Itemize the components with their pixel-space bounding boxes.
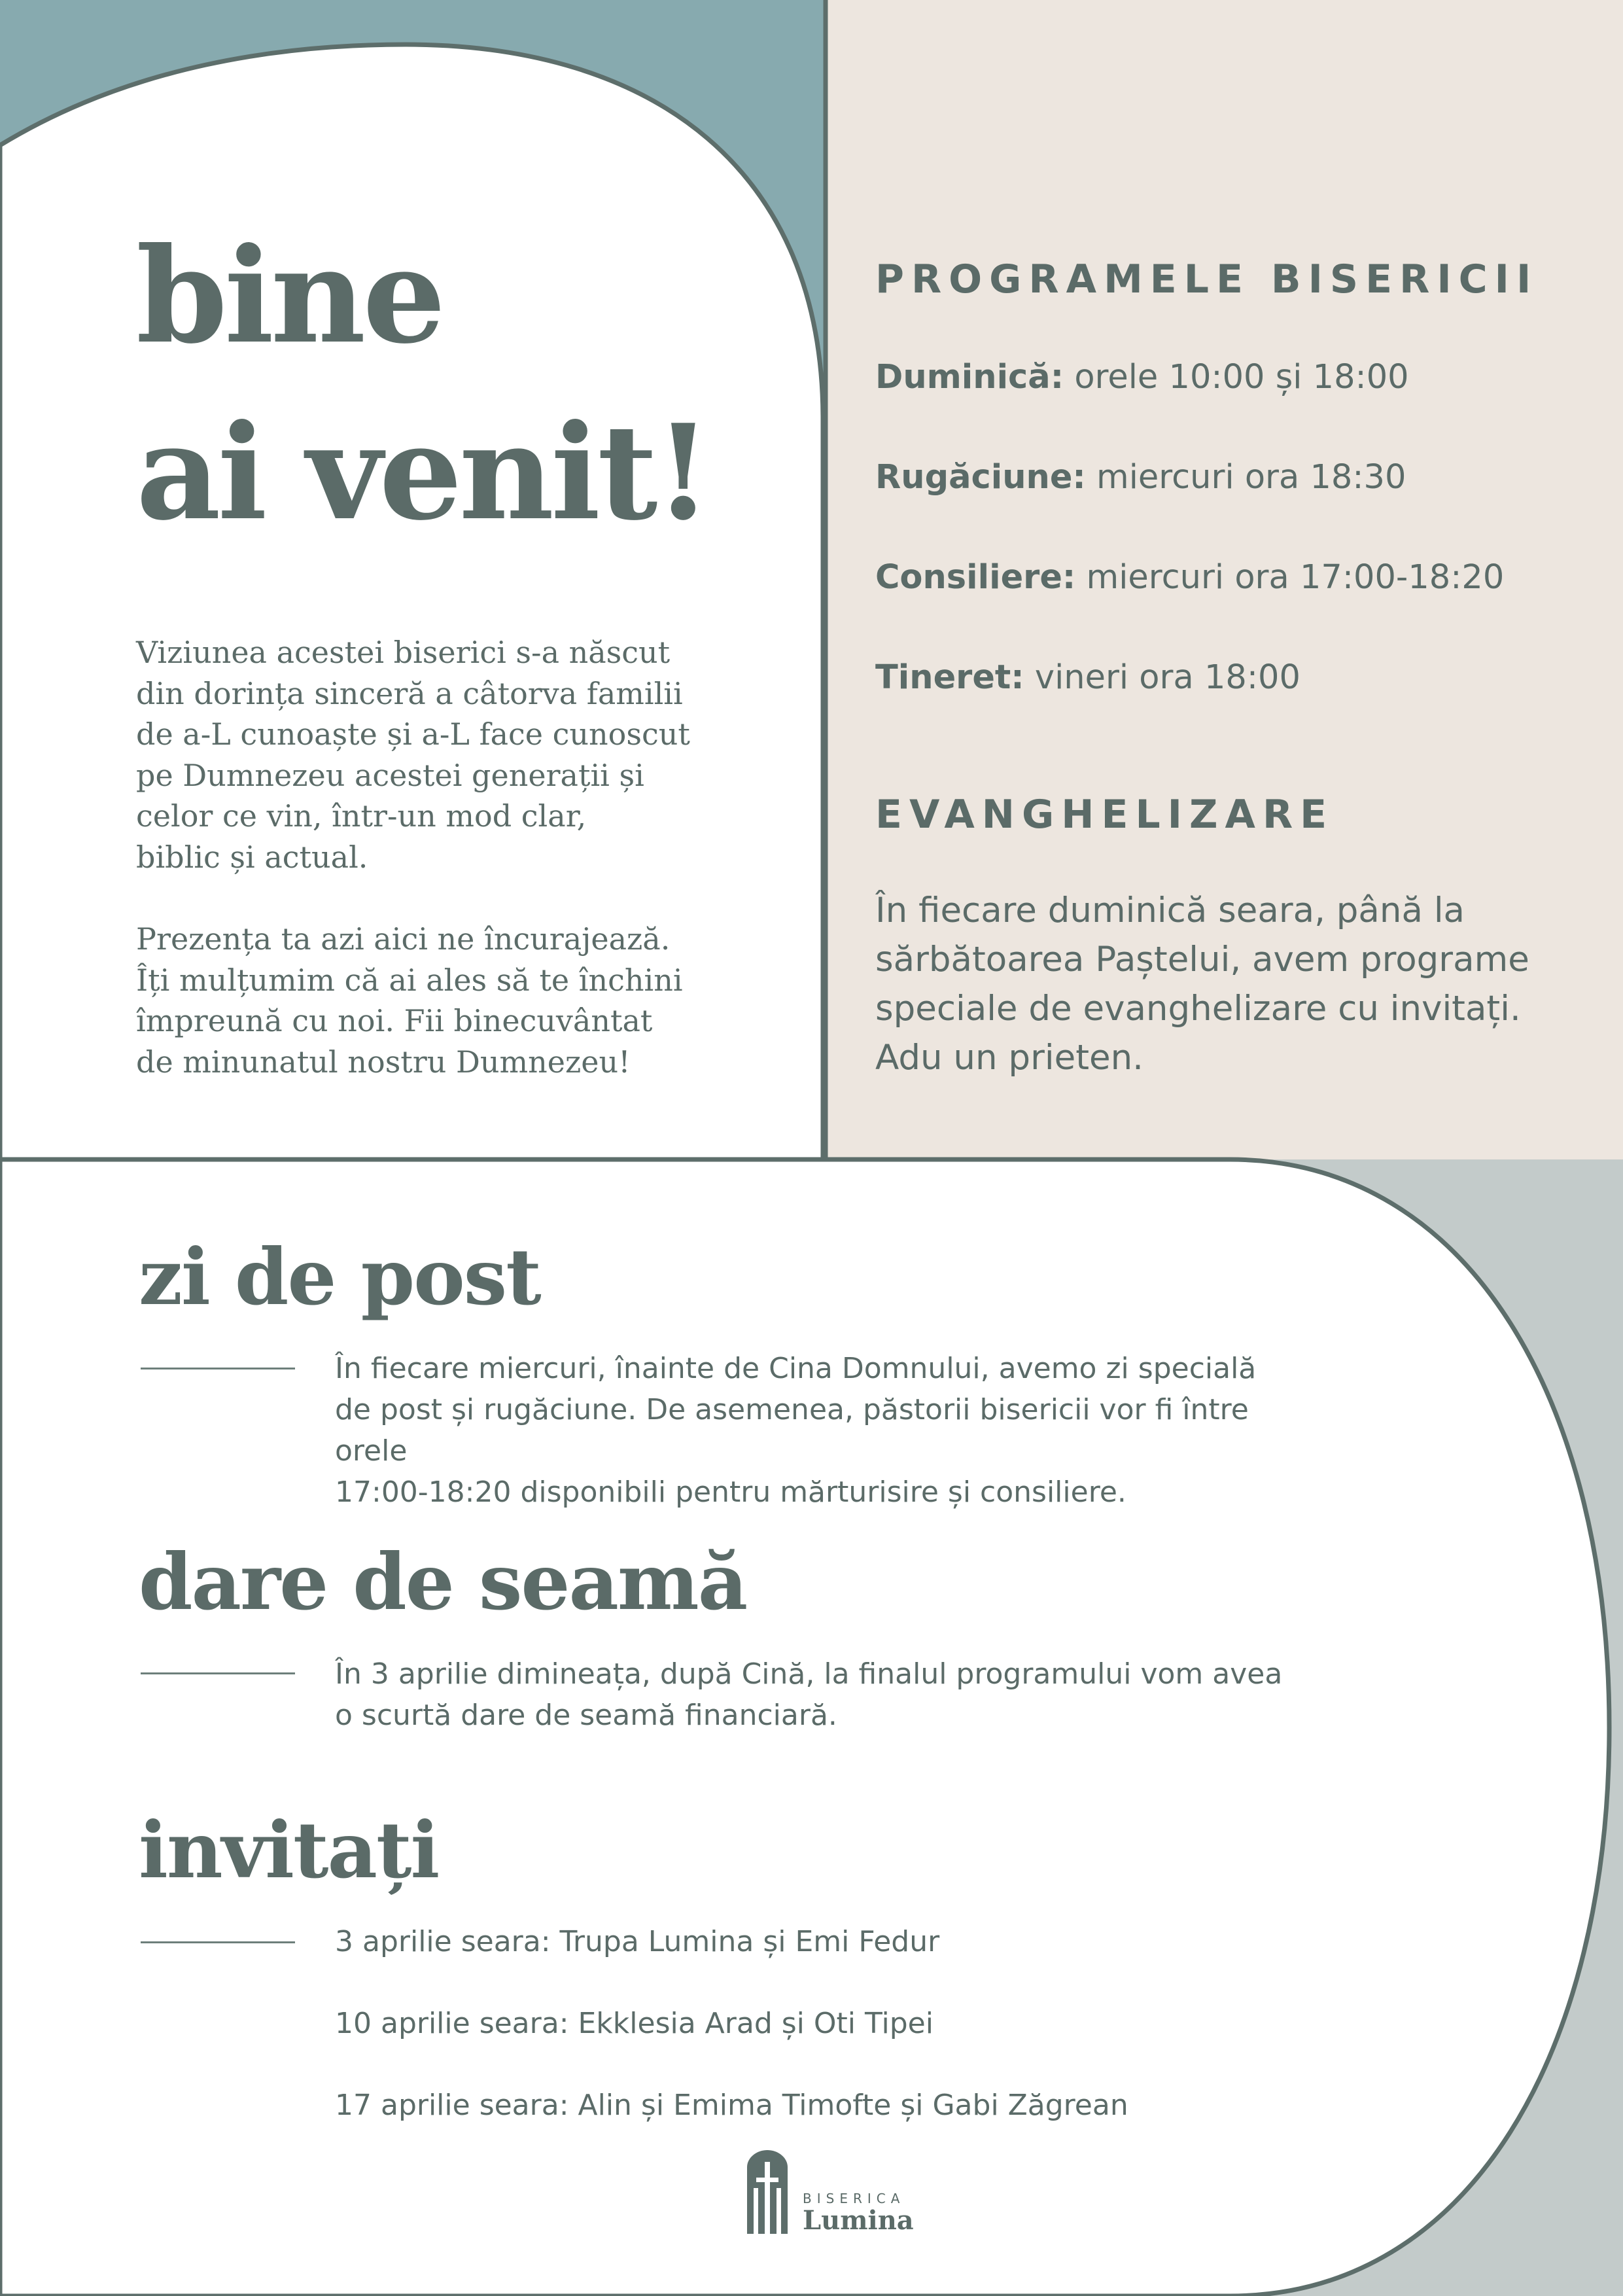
fasting-divider (141, 1368, 295, 1369)
logo-small-text: BISERICA (803, 2191, 905, 2206)
guest-list (335, 1921, 1447, 2166)
program-item (875, 552, 1595, 652)
evangelism-text: În fiecare duminică seara, până la sărbătoarea Paștelui, avem programe speciale de evanghelizare cu invitați. Adu un prieten. (875, 891, 1529, 1078)
welcome-title-line-2: ai venit! (136, 396, 709, 550)
program-list (875, 351, 1595, 752)
guest-item: 3 aprilie seara: Trupa Lumina și Emi Fedur (335, 1925, 940, 1958)
program-day: Tineret: (875, 658, 1024, 697)
program-time: vineri ora 18:00 (1034, 658, 1300, 697)
welcome-paragraph: Prezența ta azi aici ne încurajează. Îți mulțumim că ai ales să te închini împreună cu noi. Fii binecuvântat de minunatul nostru Dumnezeu! (136, 921, 683, 1080)
evangelism-heading: EVANGHELIZARE (875, 792, 1335, 838)
program-day: Duminică: (875, 358, 1064, 397)
program-item (875, 451, 1595, 552)
program-time: miercuri ora 17:00-18:20 (1086, 558, 1505, 597)
report-divider (141, 1672, 295, 1674)
program-day: Consiliere: (875, 558, 1076, 597)
church-logo-icon (747, 2150, 788, 2234)
guest-item: 10 aprilie seara: Ekklesia Arad și Oti Tipei (335, 2007, 934, 2040)
logo-name: Lumina (803, 2205, 914, 2236)
church-logo (747, 2150, 943, 2235)
program-time: miercuri ora 18:30 (1096, 458, 1406, 497)
guests-divider (141, 1941, 295, 1943)
program-item (875, 351, 1595, 451)
welcome-text (136, 632, 790, 1123)
guest-item: 17 aprilie seara: Alin și Emima Timofte și Gabi Zăgrean (335, 2089, 1128, 2122)
guests-title: invitați (139, 1805, 439, 1896)
vision-paragraph: Viziunea acestei biserici s-a născut din dorința sinceră a câtorva familii de a-L cunoaște și a-L face cunoscut pe Dumnezeu acestei generații și celor ce vin, într-un mod clar, biblic și actual. (136, 635, 690, 875)
fasting-title: zi de post (139, 1231, 540, 1322)
report-text: În 3 aprilie dimineața, după Cină, la finalul programului vom avea o scurtă dare de seamă financiară. (335, 1657, 1283, 1732)
welcome-title (136, 208, 790, 561)
program-time: orele 10:00 și 18:00 (1074, 358, 1409, 397)
welcome-title-line-1: bine (136, 219, 443, 373)
program-item (875, 652, 1595, 752)
program-day: Rugăciune: (875, 458, 1086, 497)
fasting-text: În fiecare miercuri, înainte de Cina Domnului, avemo zi specială de post și rugăciune. De asemenea, păstorii bisericii vor fi între orele 17:00-18:20 disponibili pentru mărturisire și consiliere. (335, 1352, 1257, 1509)
report-title: dare de seamă (139, 1536, 747, 1627)
programs-heading: PROGRAMELE BISERICII (875, 256, 1539, 302)
